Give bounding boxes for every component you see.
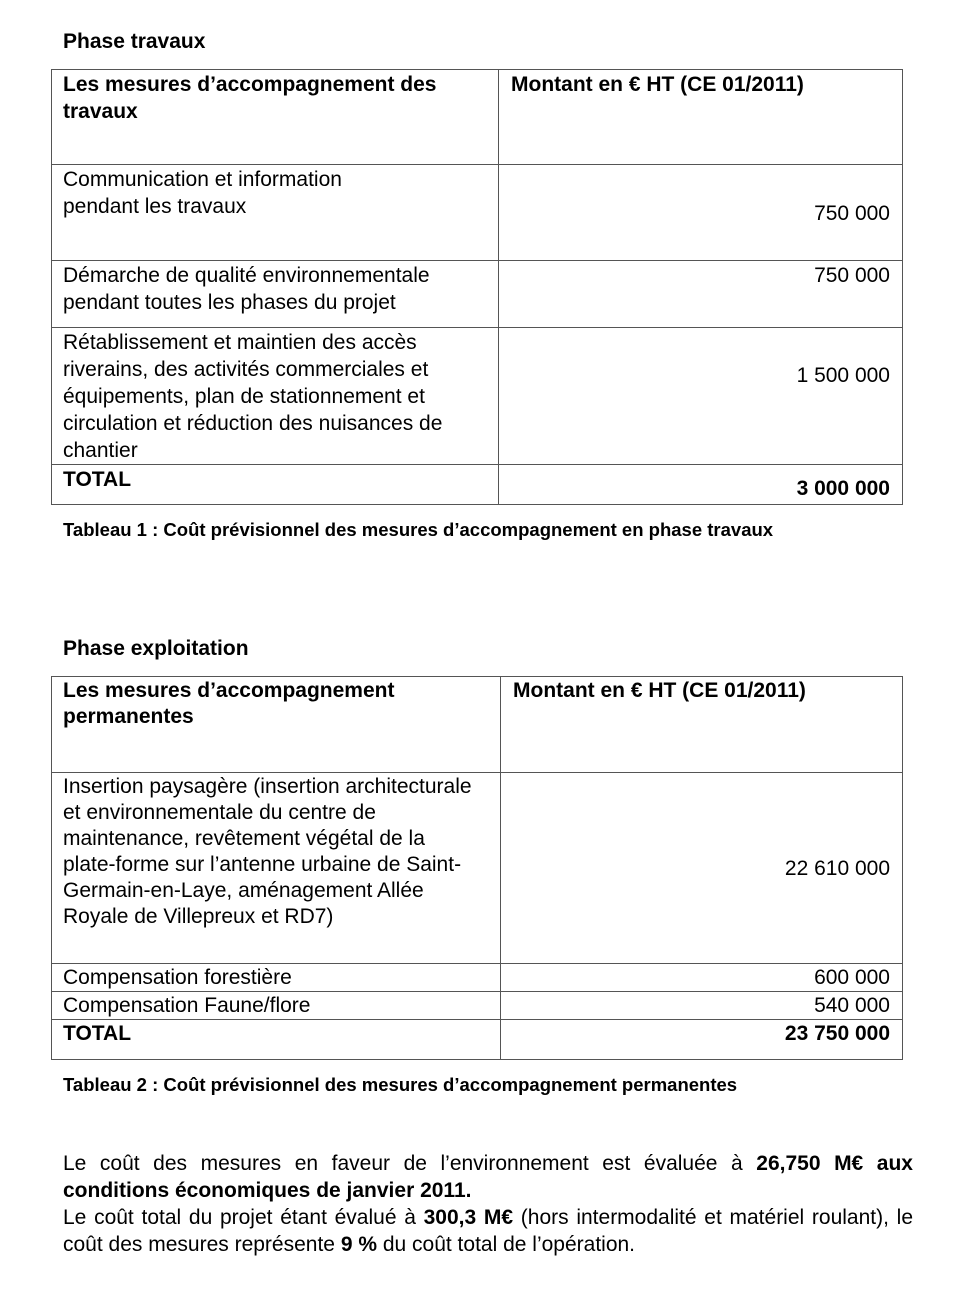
total-amount: 23 750 000 xyxy=(501,1020,903,1060)
header-measures: Les mesures d’accompagnement des travaux xyxy=(52,70,499,165)
table-row xyxy=(52,773,903,964)
row-label: Rétablissement et maintien des accès riverains, des activités commerciales et équipements, plan de stationnement et circulation et réduction des nuisances de chantier xyxy=(52,328,499,465)
row-amount: 1 500 000 xyxy=(499,328,903,465)
header-amount: Montant en € HT (CE 01/2011) xyxy=(499,70,903,165)
summary-text-run: Le coût total du projet étant évalué à xyxy=(63,1206,424,1229)
row-label: Insertion paysagère (insertion architecturale et environnementale du centre de maintenance, revêtement végétal de la plate-forme sur l’antenne urbaine de Saint-Germain-en-Laye, aménagement Allée Royale de Villepreux et RD7) xyxy=(52,773,501,964)
row-amount: 22 610 000 xyxy=(501,773,903,964)
header-measures: Les mesures d’accompagnement permanentes xyxy=(52,677,501,773)
phase-exploitation-table xyxy=(51,676,903,1060)
table1-caption: Tableau 1 : Coût prévisionnel des mesures d’accompagnement en phase travaux xyxy=(63,519,774,540)
table-header-row xyxy=(52,70,903,165)
table-row xyxy=(52,261,903,328)
row-label: Compensation Faune/flore xyxy=(52,992,501,1020)
phase-exploitation-title: Phase exploitation xyxy=(63,637,249,660)
percentage-highlight: 9 % xyxy=(340,1233,377,1256)
row-label: Communication et information pendant les travaux xyxy=(52,165,499,261)
row-amount: 750 000 xyxy=(499,261,903,328)
total-amount: 3 000 000 xyxy=(499,465,903,505)
summary-text-run: du coût total de l’opération. xyxy=(377,1233,636,1256)
summary-paragraph-1 xyxy=(63,1150,913,1204)
environment-cost-highlight: 26,750 M€ aux conditions économiques de janvier 2011. xyxy=(63,1152,913,1202)
summary-text-run: (hors intermodalité et matériel roulant), le coût des mesures représente xyxy=(63,1206,914,1256)
table2-caption: Tableau 2 : Coût prévisionnel des mesures d’accompagnement permanentes xyxy=(63,1074,738,1095)
phase-travaux-title: Phase travaux xyxy=(63,30,206,53)
summary-paragraph-2 xyxy=(63,1204,913,1258)
table-total-row xyxy=(52,465,903,505)
table-row xyxy=(52,328,903,465)
summary-text xyxy=(63,1150,913,1258)
row-label: Démarche de qualité environnementale pendant toutes les phases du projet xyxy=(52,261,499,328)
header-amount: Montant en € HT (CE 01/2011) xyxy=(501,677,903,773)
row-amount: 750 000 xyxy=(499,165,903,261)
summary-text-run: Le coût des mesures en faveur de l’environnement est évaluée à xyxy=(63,1152,757,1175)
row-amount: 600 000 xyxy=(501,964,903,992)
total-project-cost-highlight: 300,3 M€ xyxy=(423,1206,514,1229)
table-row xyxy=(52,992,903,1020)
total-label: TOTAL xyxy=(52,1020,501,1060)
table-row xyxy=(52,964,903,992)
table-total-row xyxy=(52,1020,903,1060)
total-label: TOTAL xyxy=(52,465,499,505)
row-label: Compensation forestière xyxy=(52,964,501,992)
table-row xyxy=(52,165,903,261)
table-header-row xyxy=(52,677,903,773)
row-amount: 540 000 xyxy=(501,992,903,1020)
phase-travaux-table xyxy=(51,69,903,505)
